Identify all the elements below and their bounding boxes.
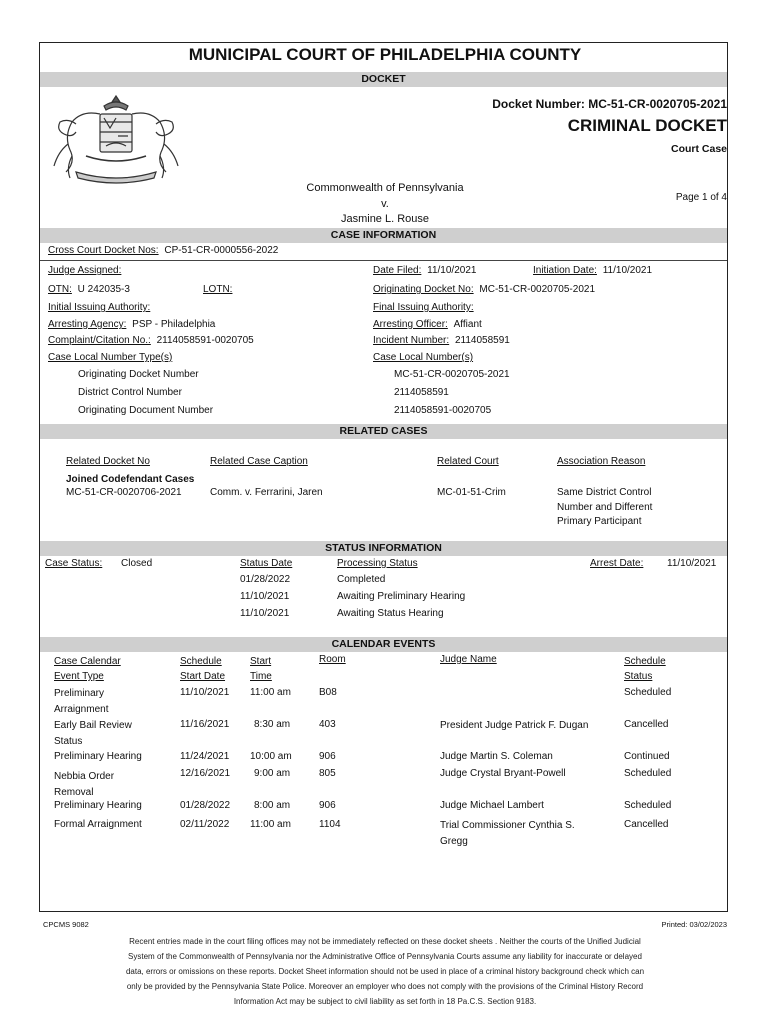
local-numbers-label: Case Local Number(s): [373, 352, 474, 363]
otn-label: OTN:: [48, 284, 72, 295]
association-reason-value: Same District Control Number and Different Primary Participant: [557, 487, 653, 527]
page-number: Page 1 of 4: [675, 192, 727, 203]
joined-codefendant-label: Joined Codefendant Cases: [66, 474, 195, 485]
otn-row: [48, 284, 130, 295]
arresting-officer-value: Affiant: [453, 319, 482, 330]
disclaimer-line: data, errors or omissions on these reports. Docket Sheet information should not be used in place of a criminal history background check which can: [125, 967, 645, 976]
case-status-value: Closed: [121, 558, 153, 569]
status-row-date: 01/28/2022: [240, 574, 291, 585]
event-time: 9:00 am: [254, 768, 291, 779]
event-room: 906: [319, 800, 336, 811]
related-cases-bar: RELATED CASES: [40, 424, 727, 439]
case-kind: Court Case: [670, 143, 727, 155]
initiation-date-row: [533, 265, 652, 276]
event-date: 11/10/2021: [180, 687, 230, 698]
col-status-line2: Status: [624, 671, 653, 682]
final-issuing-label: Final Issuing Authority:: [373, 302, 474, 313]
event-date: 02/11/2022: [180, 819, 230, 830]
status-date-label: Status Date: [240, 558, 293, 569]
event-judge: Trial Commissioner Cynthia S. Gregg: [440, 820, 575, 847]
event-status: Scheduled: [624, 768, 672, 779]
arresting-agency-label: Arresting Agency:: [48, 319, 127, 330]
otn-value: U 242035-3: [77, 284, 130, 295]
initiation-date-value: 11/10/2021: [602, 265, 653, 276]
event-date: 12/16/2021: [180, 768, 231, 779]
arresting-officer-label: Arresting Officer:: [373, 319, 448, 330]
calendar-events-bar: CALENDAR EVENTS: [40, 637, 727, 652]
cross-court-row: [48, 245, 278, 256]
event-room: 1104: [319, 819, 341, 830]
caption-versus: v.: [381, 198, 389, 210]
event-judge: Judge Michael Lambert: [440, 800, 544, 811]
col-room: Room: [319, 654, 346, 665]
status-row-status: Completed: [337, 574, 386, 585]
event-type: Preliminary Hearing: [54, 800, 142, 811]
originating-docket-value: MC-51-CR-0020705-2021: [479, 284, 596, 295]
complaint-row: [48, 335, 254, 346]
related-court-value: MC-01-51-Crim: [437, 487, 506, 498]
status-row-status: Awaiting Preliminary Hearing: [337, 591, 466, 602]
arresting-officer-row: [373, 319, 482, 330]
incident-row: [373, 335, 510, 346]
event-judge: Judge Martin S. Coleman: [440, 751, 553, 762]
complaint-label: Complaint/Citation No.:: [48, 335, 151, 346]
docket-number: Docket Number: MC-51-CR-0020705-2021: [492, 97, 727, 111]
col-schedule-status: [624, 654, 666, 684]
arrest-date-label: Arrest Date:: [590, 558, 644, 569]
printed-date: Printed: 03/02/2023: [661, 920, 727, 929]
pennsylvania-coat-of-arms-icon: [46, 92, 186, 184]
event-time: 8:00 am: [254, 800, 291, 811]
docket-bar: DOCKET: [40, 72, 727, 87]
event-status: Cancelled: [624, 719, 669, 730]
cross-court-label: Cross Court Docket Nos:: [48, 245, 159, 256]
event-status: Continued: [624, 751, 670, 762]
status-row-status: Awaiting Status Hearing: [337, 608, 444, 619]
status-information-bar: STATUS INFORMATION: [40, 541, 727, 556]
local-types-label: Case Local Number Type(s): [48, 352, 173, 363]
disclaimer-line: only be provided by the Pennsylvania State Police. Moreover an employer who does not comply with the provisions of the Criminal History Record: [126, 982, 644, 991]
local-number-item: 2114058591: [394, 387, 449, 398]
event-time: 11:00 am: [250, 687, 291, 698]
disclaimer-line: Information Act may be subject to civil liability as set forth in 18 Pa.C.S. Section 9183.: [233, 997, 537, 1006]
lotn-label: LOTN:: [203, 284, 233, 295]
col-start-time: [250, 654, 272, 684]
form-id: CPCMS 9082: [43, 920, 89, 929]
local-type-item: Originating Docket Number: [78, 369, 199, 380]
cross-court-value: CP-51-CR-0000556-2022: [164, 245, 279, 256]
event-type: Preliminary Arraignment: [54, 688, 109, 715]
event-room: 805: [319, 768, 336, 779]
disclaimer-line: Recent entries made in the court filing offices may not be immediately reflected on these docket sheets . Neither the courts of the Unified Judicial: [129, 937, 641, 946]
event-judge: President Judge Patrick F. Dugan: [440, 720, 589, 731]
col-start-line1: Start: [250, 656, 272, 667]
event-room: 906: [319, 751, 336, 762]
status-row-date: 11/10/2021: [240, 591, 290, 602]
col-event-type: [54, 654, 121, 684]
col-related-court: Related Court: [437, 456, 499, 467]
event-type: Nebbia Order Removal: [54, 771, 115, 798]
event-type: Early Bail Review Status: [54, 720, 132, 747]
case-information-bar: CASE INFORMATION: [40, 228, 727, 243]
event-type: Formal Arraignment: [54, 819, 142, 830]
col-schedule-line2: Start Date: [180, 671, 226, 682]
arresting-agency-row: [48, 319, 215, 330]
disclaimer-line: System of the Commonwealth of Pennsylvania nor the Administrative Office of Pennsylvania Courts assume any liability for inaccurate or delayed: [128, 952, 642, 961]
case-status-label: Case Status:: [45, 558, 103, 569]
date-filed-label: Date Filed:: [373, 265, 422, 276]
col-event-type-line1: Case Calendar: [54, 656, 121, 667]
status-row-date: 11/10/2021: [240, 608, 290, 619]
col-judge-name: Judge Name: [440, 654, 497, 665]
event-date: 11/24/2021: [180, 751, 230, 762]
event-date: 01/28/2022: [180, 800, 231, 811]
court-title: MUNICIPAL COURT OF PHILADELPHIA COUNTY: [188, 45, 582, 64]
event-type: Preliminary Hearing: [54, 751, 142, 762]
local-type-item: Originating Document Number: [78, 405, 214, 416]
local-number-item: MC-51-CR-0020705-2021: [394, 369, 510, 380]
initiation-date-label: Initiation Date:: [533, 265, 597, 276]
incident-label: Incident Number:: [373, 335, 450, 346]
event-status: Scheduled: [624, 687, 672, 698]
divider: [40, 260, 727, 261]
date-filed-row: [373, 265, 476, 276]
date-filed-value: 11/10/2021: [427, 265, 477, 276]
col-association-reason: Association Reason: [557, 456, 646, 467]
originating-docket-label: Originating Docket No:: [373, 284, 474, 295]
event-time: 11:00 am: [250, 819, 291, 830]
caption-defendant: Jasmine L. Rouse: [340, 213, 430, 225]
col-related-caption: Related Case Caption: [210, 456, 308, 467]
event-time: 10:00 am: [250, 751, 292, 762]
col-schedule-start-date: [180, 654, 225, 684]
col-status-line1: Schedule: [624, 656, 666, 667]
local-type-item: District Control Number: [78, 387, 182, 398]
initial-issuing-label: Initial Issuing Authority:: [48, 302, 151, 313]
complaint-value: 2114058591-0020705: [156, 335, 254, 346]
arresting-agency-value: PSP - Philadelphia: [132, 319, 216, 330]
event-date: 11/16/2021: [180, 719, 230, 730]
incident-value: 2114058591: [454, 335, 510, 346]
processing-status-label: Processing Status: [337, 558, 418, 569]
event-judge: Judge Crystal Bryant-Powell: [440, 768, 566, 779]
caption-commonwealth: Commonwealth of Pennsylvania: [306, 182, 464, 194]
event-room: B08: [319, 687, 337, 698]
arrest-date-value: 11/10/2021: [667, 558, 717, 569]
event-room: 403: [319, 719, 336, 730]
col-start-line2: Time: [250, 671, 272, 682]
col-schedule-line1: Schedule: [180, 656, 222, 667]
related-caption-value: Comm. v. Ferrarini, Jaren: [210, 487, 323, 498]
docket-type: CRIMINAL DOCKET: [567, 116, 727, 135]
col-related-docket: Related Docket No: [66, 456, 150, 467]
judge-assigned-label: Judge Assigned:: [48, 265, 122, 276]
related-docket-value: MC-51-CR-0020706-2021: [66, 487, 182, 498]
local-number-item: 2114058591-0020705: [394, 405, 492, 416]
event-time: 8:30 am: [254, 719, 291, 730]
originating-docket-row: [373, 284, 595, 295]
col-event-type-line2: Event Type: [54, 671, 104, 682]
case-status-row: [45, 558, 152, 569]
event-status: Cancelled: [624, 819, 669, 830]
event-status: Scheduled: [624, 800, 672, 811]
